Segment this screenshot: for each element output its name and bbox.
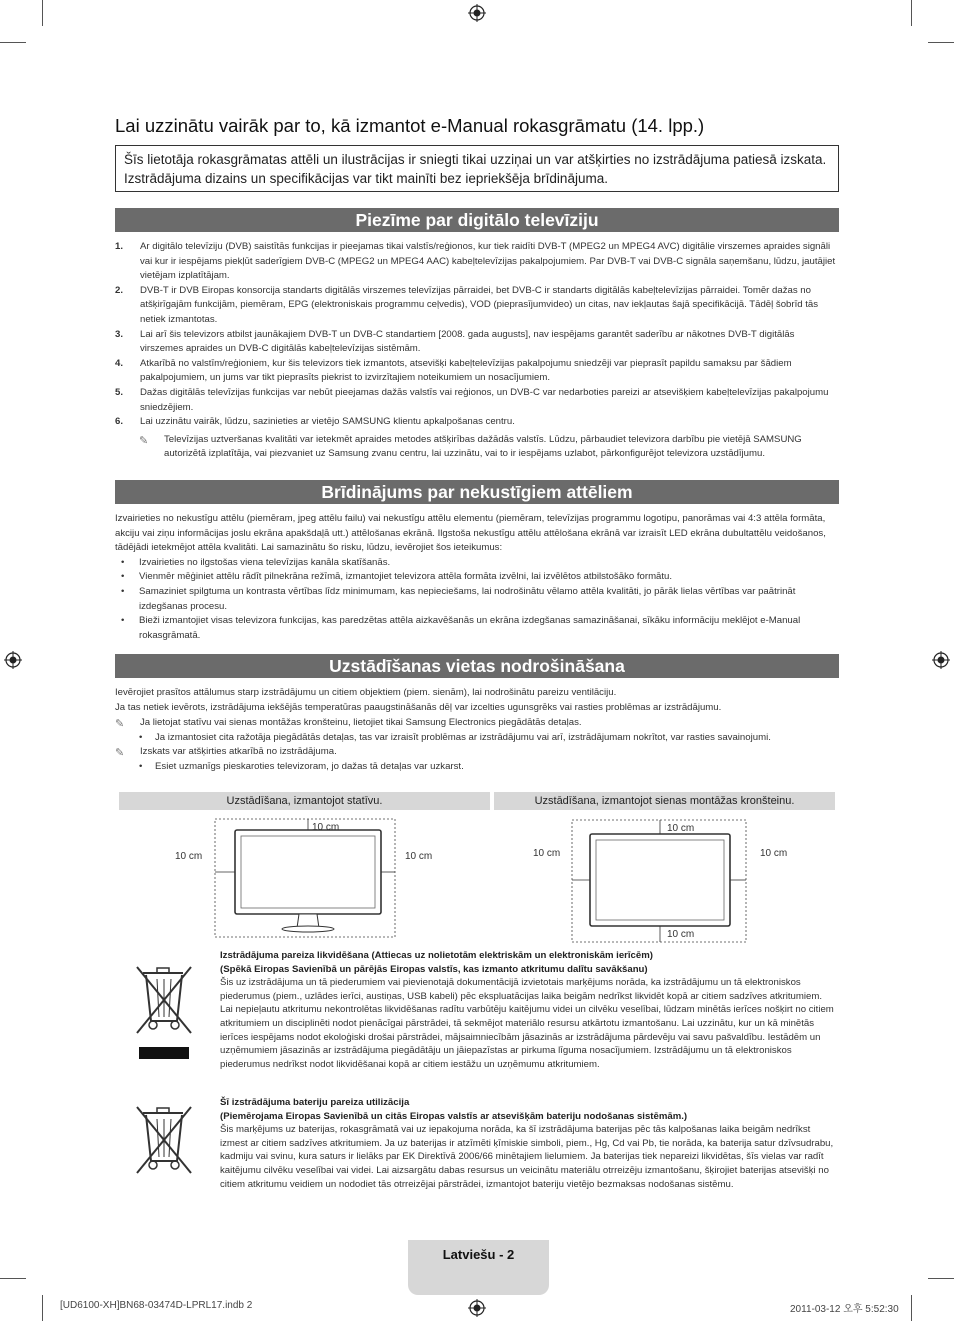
list-item: • Samaziniet spilgtuma un kontrasta vērtības līdz minimumam, kas nepieciešams, lai nodrošinātu vēlamo attēla kvalitāti, jo pārāk lielas vērtības var paātrināt izdegšanas procesu. [115,585,837,614]
list-item: 6. Lai uzzinātu vairāk, lūdzu, sazinieties ar vietējo SAMSUNG klientu apkalpošanas centru. [115,416,515,428]
battery-disposal-text [220,1096,836,1191]
list-item: 2. DVB-T ir DVB Eiropas konsorcija standarts digitālās virszemes televīzijas pārraidei, bet DVB-C ir standarts digitālās kabeļtelevīzijas pārraidei. Tomēr dažas no atšķirīgajām funkcijām, piemēram, EPG (elektroniskais programmu ceļvedis), VOD (pieprasījumvideo) un citas, nav iekļautas šajā specifikācijā. Tādēļ šobrīd tās netiek izmantotas. [115,284,819,325]
dimension-label: 10 cm [760,848,788,859]
list-item: 4. Atkarībā no valstīm/reģioniem, kur šis televizors tiek izmantots, atsevišķi kabeļtelevīzijas pakalpojumu sniedzēji var pieprasīt papildu samaksu par šādiem pakalpojumiem, un jums var tikt pieprasīts piekrist to izvirzītajiem noteikumiem un nosacījumiem. [115,357,792,384]
paragraph: Ievērojiet prasītos attālumus starp izstrādājumu un citiem objektiem (piem. sienām), lai nodrošinātu pareizu ventilāciju. [115,687,617,698]
section-heading-digital-tv: Piezīme par digitālo televīziju [115,208,839,232]
note: ✎ Ja lietojat statīvu vai sienas montāžas kronšteinu, lietojiet tikai Samsung Electronics piegādātās detaļas. [115,717,582,731]
crop-mark [928,1278,954,1279]
print-slug-right: 2011-03-12 오후 5:52:30 [790,1304,899,1315]
installation-body [115,686,837,775]
disposal-title: Izstrādājuma pareiza likvidēšana (Attiecas uz nolietotām elektriskām un elektroniskām ierīcēm) [220,950,653,961]
crossed-out-bin-icon [133,965,195,1061]
dimension-label: 10 cm [667,823,695,834]
list-item: 3. Lai arī šis televizors atbilst jaunākajiem DVB-T un DVB-C standartiem [2008. gada augusts], nav iespējams garantēt saderību ar nākotnes DVB-T digitālās virszemes apraides un DVB-C digitālās kabeļtelevīzijas sistēmām. [115,328,795,355]
list-item: • Ja izmantosiet cita ražotāja piegādātās detaļas, tas var izraisīt problēmas ar izstrādājumu vai arī, izstrādājumam nokrītot, var rasties savainojumi. [115,731,837,746]
wall-mounted-tv-illustration [494,812,835,944]
crop-mark [42,1295,43,1321]
crop-mark [911,0,912,26]
diagram-wall-title: Uzstādīšana, izmantojot sienas montāžas kronšteinu. [494,792,835,810]
paragraph: Izvairieties no nekustīgu attēlu (piemēram, jpeg attēlu failu) vai nekustīgu attēlu elementu (piemēram, televīzijas programmu logotipu, panorāmas vai 4:3 attēla formāta, akciju vai ziņu informācijas joslu ekrāna apakšdaļā utt.) attēlošanas ekrānā. Ilgstoša nekustīgu attēlu attēlošana ekrānā var izraisīt LED ekrāna dubultattēlu veidošanos, tādējādi ietekmējot attēla kvalitāti. Lai samazinātu šo risku, lūdzu, ievērojiet šos ieteikumus: [115,513,826,554]
disposal-subtitle: (Piemērojama Eiropas Savienībā un citās Eiropas valstīs ar atsevišķām bateriju nodošanas sistēmām.) [220,1110,688,1122]
crop-mark [928,42,954,43]
page-number: Latviešu - 2 [442,1247,515,1262]
paragraph: Ja tas netiek ievērots, izstrādājuma iekšējās temperatūras paaugstināšanās dēļ var izcelties ugunsgrēks vai rasties problēmas ar izstrādājumu. [115,701,722,713]
list-item: • Bieži izmantojiet visas televizora funkcijas, kas paredzētas attēla aizkavēšanās un ekrāna izdegšanas samazināšanai, sīkāku informāciju meklējot e-Manual rokasgrāmatā. [115,614,837,643]
dimension-label: 10 cm [667,929,695,940]
list-item: 1. Ar digitālo televīziju (DVB) saistītās funkcijas ir pieejamas tikai valstīs/reģionos, kur tiek raidīti DVB-T (MPEG2 un MPEG4 AVC) digitālie virszemes apraides signāli vai kur ir iespējams piekļūt saderīgiem DVB-C (MPEG2 un MPEG4 AAC) kabeļtelevīzijas pakalpojumiem. Par DVB-T vai DVB-C signāla saņemšanu, lūdzu, jautājiet vietējam izplatītājam. [115,241,836,282]
crop-mark [0,42,26,43]
disposal-title: Šī izstrādājuma bateriju pareiza utilizācija [220,1097,410,1108]
list-item: 5. Dažas digitālās televīzijas funkcijas var nebūt pieejamas dažās valstīs vai reģionos, un DVB-C var nedarboties pareizi ar atsevišķiem kabeļtelevīzijas pakalpojumu sniedzējiem. [115,386,829,413]
crop-mark [42,0,43,26]
print-slug-left: [UD6100-XH]BN68-03474D-LPRL17.indb 2 [60,1300,253,1311]
crossed-out-bin-icon [133,1105,195,1177]
registration-mark-icon [932,651,950,669]
disposal-body: Šis marķējums uz baterijas, rokasgrāmatā vai uz iepakojuma norāda, ka šī izstrādājuma baterijas pēc tās kalpošanas laika beigām nedrīkst izmest ar citiem sadzīves atkritumiem. Ja uz baterijas ir atzīmēti ķīmiskie simboli, piem., Hg, Cd vai Pb, tie norāda, ka baterija satur dzīvsudrabu, kadmiju vai svinu, kura saturs ir lielāks par EK Direktīvā 2006/66 minētajiem lielumiem. Ja baterijas tiek nepareizi likvidētas, šīs vielas var radīt kaitējumu cilvēku veselībai vai videi. Lai aizsargātu dabas resursus un veicinātu materiālu otrreizēju izmantošanu, šķirojiet baterijas atsevišķi no citiem atkritumu veidiem un nododiet tās otrreizējai pārstrādei, izmantojot bateriju vietējo bezmaksas nodošanas sistēmu. [220,1124,834,1190]
dimension-label: 10 cm [312,822,340,833]
product-disposal-text [220,949,836,1071]
still-images-body [115,512,837,643]
digital-tv-list [115,240,837,462]
disposal-subtitle: (Spēkā Eiropas Savienībā un pārējās Eiropas valstīs, kas izmanto atkritumu dalītu savākšanu) [220,963,648,975]
dimension-label: 10 cm [405,851,433,862]
registration-mark-icon [468,1299,486,1317]
dimension-label: 10 cm [175,851,203,862]
note-pencil-icon: ✎ [139,434,149,447]
tv-on-stand-illustration [119,812,490,940]
registration-mark-icon [468,4,486,22]
notice-box: Šīs lietotāja rokasgrāmatas attēli un ilustrācijas ir sniegti tikai uzziņai un var atšķirties no izstrādājuma patiesā izskata. Izstrādājuma dizains un specifikācijas var tikt mainīti bez iepriekšēja brīdinājuma. [115,145,839,192]
diagram-wall-mount [494,812,835,944]
page-title: Lai uzzinātu vairāk par to, kā izmantot e-Manual rokasgrāmatu (14. lpp.) [115,115,705,136]
registration-mark-icon [4,651,22,669]
note: ✎ Televīzijas uztveršanas kvalitāti var ietekmēt apraides metodes atšķirības dažādās valstīs. Lūdzu, pārbaudiet televizora darbību pie vietējā SAMSUNG autorizētā izplatītāja, vai piezvaniet uz Samsung zvanu centru, lai uzzinātu, vai to ir iespējams uzlabot, pārkonfigurējot televizora uzstādījumu. [139,433,802,460]
diagram-stand-title: Uzstādīšana, izmantojot statīvu. [119,792,490,810]
list-item: • Esiet uzmanīgs pieskaroties televizoram, jo dažas tā detaļas var uzkarst. [115,760,837,775]
page-number-tab [408,1240,549,1295]
crop-mark [911,1295,912,1321]
section-heading-installation: Uzstādīšanas vietas nodrošināšana [115,654,839,678]
note: ✎ Izskats var atšķirties atkarībā no izstrādājuma. [115,746,337,760]
crop-mark [0,1278,26,1279]
section-heading-still-images: Brīdinājums par nekustīgiem attēliem [115,480,839,504]
list-item: • Izvairieties no ilgstošas viena televīzijas kanāla skatīšanās. [115,556,837,571]
note-pencil-icon: ✎ [115,747,125,760]
note-pencil-icon: ✎ [115,718,125,731]
diagram-stand [119,812,490,940]
list-item: • Vienmēr mēģiniet attēlu rādīt pilnekrāna režīmā, izmantojiet televizora attēla formāta izvēlni, lai izvēlētos atbilstošāko formātu. [115,570,837,585]
disposal-body: Šis uz izstrādājuma un tā piederumiem vai pievienotajā dokumentācijā izvietotais marķējums norāda, ka izstrādājumu un tā elektroniskos piederumus (piem., uzlādes ierīci, austiņas, USB kabeli) pēc ekspluatācijas laika beigām nedrīkst likvidēt kopā ar citiem sadzīves atkritumiem. Lai nepieļautu atkritumu nekontrolētas likvidēšanas radītu varbūtēju kaitējumu videi un cilvēku veselībai, lūdzam minētās ierīces nošķirt no citiem atkritumiem un disciplinēti nodot pienācīgai pārstrādei, tā sekmējot materiālo resursu atkārtotu izmantošanu. Lai uzzinātu, kur un kā minētās ierīces iespējams nodot ekoloģiski drošai pārstrādei, mājsaimniecībām jāsazinās ar izstrādājuma pārdevēju vai savu pašvaldību. Iestādēm un uzņēmumiem jāsazinās ar izstrādājuma piegādātāju un jāiepazīstas ar pirkuma līguma nosacījumiem. Izstrādājumu un tā elektroniskos piederumus nedrīkst nodot likvidēšanai kopā ar citiem iestāžu un uzņēmumu atkritumiem. [220,977,834,1070]
dimension-label: 10 cm [533,848,561,859]
